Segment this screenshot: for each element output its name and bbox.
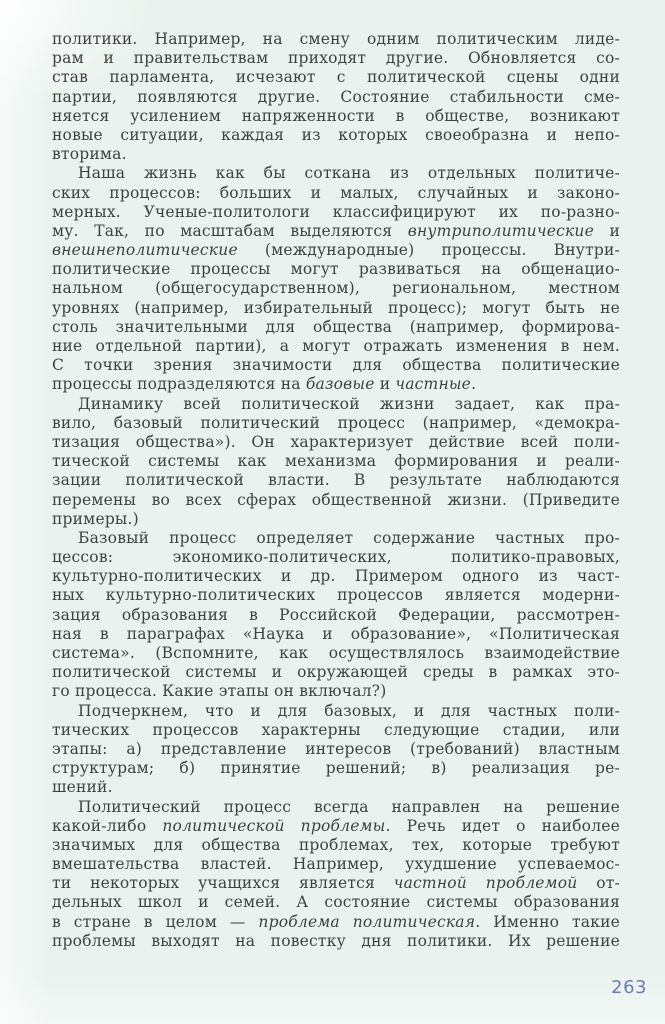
text-line: внешнеполитические (международные) процессы. Внутри- bbox=[52, 241, 620, 260]
text-line: мерных. Ученые-политологи классифицируют их по-разно- bbox=[52, 202, 620, 221]
text-line: политические процессы могут развиваться на общенацио- bbox=[52, 260, 620, 279]
text-line: в стране в целом — проблема политическая. Именно такие bbox=[52, 912, 621, 931]
text-line: уровнях (например, избирательный процесс); могут быть не bbox=[52, 298, 620, 317]
text-line: новые ситуации, каждая из которых своеобразна и непо- bbox=[52, 125, 620, 144]
text-line: Наша жизнь как бы соткана из отдельных политиче- bbox=[78, 164, 620, 183]
text-line: этапы: а) представление интересов (требований) властным bbox=[52, 739, 620, 758]
text-line: проблемы выходят на повестку дня политики. Их решение bbox=[52, 931, 620, 950]
text-line: зация образования в Российской Федерации, рассмотрен- bbox=[52, 605, 620, 624]
text-line: тической системы как механизма формирования и реали- bbox=[52, 452, 620, 471]
text-line: структурам; б) принятие решений; в) реализация ре- bbox=[52, 759, 620, 778]
text-line: ных культурно-политических процессов является модерни- bbox=[52, 586, 620, 605]
text-line: какой-либо политической проблемы. Речь идет о наиболее bbox=[52, 816, 620, 835]
text-line: вторима. bbox=[52, 145, 127, 164]
text-line: цессов: экономико-политических, политико-правовых, bbox=[52, 548, 620, 567]
text-line: рам и правительствам приходят другие. Обновляется со- bbox=[52, 49, 620, 68]
text-line: му. Так, по масштабам выделяются внутриполитические и bbox=[52, 221, 620, 240]
text-line: дельных школ и семей. А состояние системы образования bbox=[52, 893, 620, 912]
text-line: ских процессов: больших и малых, случайных и законо- bbox=[52, 183, 620, 202]
text-line: вило, базовый политический процесс (например, «демокра- bbox=[52, 413, 620, 432]
text-line: вмешательства властей. Например, ухудшение успеваемос- bbox=[52, 855, 620, 874]
text-line: Базовый процесс определяет содержание частных про- bbox=[78, 528, 620, 547]
text-line: нальном (общегосударственном), региональном, местном bbox=[52, 279, 620, 298]
text-line: ная в параграфах «Наука и образование», «Политическая bbox=[52, 624, 620, 643]
text-line: значимых для общества проблемах, тех, которые требуют bbox=[52, 835, 620, 854]
text-line: тических процессов характерны следующие стадии, или bbox=[52, 720, 620, 739]
text-line: шений. bbox=[52, 778, 113, 797]
text-line: зации политической власти. В результате наблюдаются bbox=[52, 471, 620, 490]
text-line: политики. Например, на смену одним политическим лиде- bbox=[52, 30, 620, 48]
text-line: политической системы и окружающей среды в рамках это- bbox=[52, 663, 620, 682]
text-line: партии, появляются другие. Состояние стабильности сме- bbox=[52, 87, 620, 106]
text-line: процессы подразделяются на базовые и частные. bbox=[52, 375, 477, 394]
page-number: 263 bbox=[611, 977, 647, 998]
text-line: ние отдельной партии), а могут отражать изменения в нем. bbox=[52, 337, 620, 355]
text-line: система». (Вспомните, как осуществлялось взаимодействие bbox=[52, 644, 620, 662]
text-line: перемены во всех сферах общественной жизни. (Приведите bbox=[52, 490, 620, 509]
text-line: столь значительными для общества (например, формирова- bbox=[52, 317, 620, 336]
text-line: го процесса. Какие этапы он включал?) bbox=[52, 682, 387, 701]
text-line: примеры.) bbox=[52, 509, 139, 528]
text-line: культурно-политических и др. Примером одного из част- bbox=[52, 567, 620, 586]
text-line: став парламента, исчезают с политической сцены одни bbox=[52, 68, 620, 87]
text-line: ти некоторых учащихся является частной проблемой от- bbox=[52, 874, 620, 893]
text-line: Подчеркнем, что и для базовых, и для частных поли- bbox=[78, 701, 620, 720]
text-line: Политический процесс всегда направлен на решение bbox=[78, 797, 620, 816]
text-line: няется усилением напряженности в обществе, возникают bbox=[52, 106, 620, 125]
text-block bbox=[52, 30, 620, 951]
text-line: тизация общества»). Он характеризует действие всей поли- bbox=[52, 432, 620, 451]
text-line: Динамику всей политической жизни задает, как пра- bbox=[78, 394, 620, 413]
text-line: С точки зрения значимости для общества политические bbox=[52, 356, 620, 375]
